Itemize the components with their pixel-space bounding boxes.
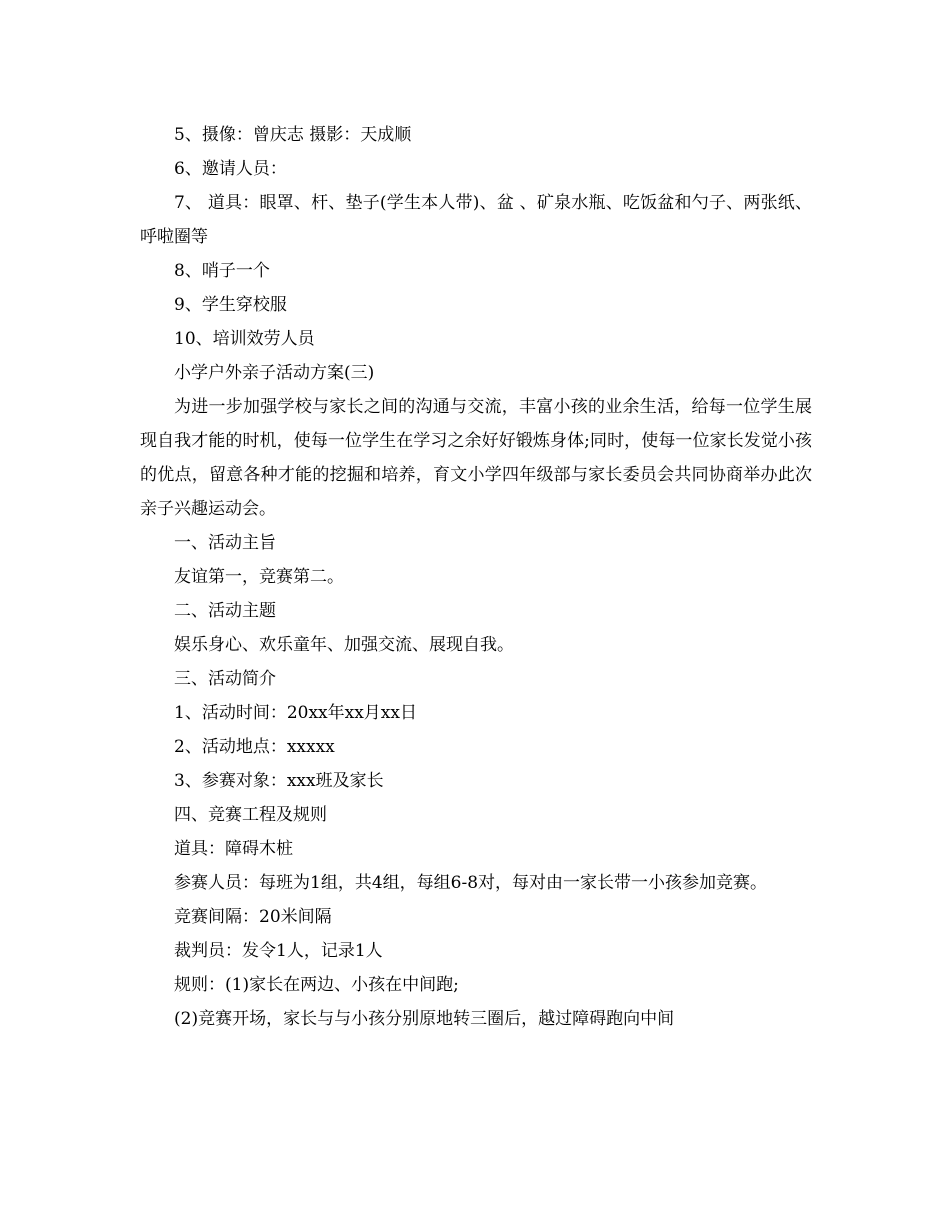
paragraph-referees: 裁判员：发令1人，记录1人: [174, 941, 383, 961]
paragraph-uniform: 9、学生穿校服: [174, 295, 287, 315]
paragraph-theme: 娱乐身心、欢乐童年、加强交流、展现自我。: [174, 635, 514, 655]
paragraph-activity-location: 2、活动地点：xxxxx: [174, 737, 335, 757]
paragraph-rule-1: 规则：(1)家长在两边、小孩在中间跑;: [174, 975, 459, 995]
paragraph-whistle: 8、哨子一个: [174, 261, 270, 281]
section-title-plan-three: 小学户外亲子活动方案(三): [174, 363, 375, 383]
paragraph-camera-crew: 5、摄像：曾庆志 摄影：天成顺: [174, 125, 412, 145]
heading-activity-purpose: 一、活动主旨: [174, 533, 276, 553]
heading-activity-theme: 二、活动主题: [174, 601, 276, 621]
heading-events-and-rules: 四、竞赛工程及规则: [174, 805, 327, 825]
paragraph-distance: 竞赛间隔：20米间隔: [174, 907, 332, 927]
paragraph-introduction: 为进一步加强学校与家长之间的沟通与交流，丰富小孩的业余生活，给每一位学生展现自我才能的时机，使每一位学生在学习之余好好锻炼身体;同时，使每一位家长发觉小孩的优点，留意各种才能的挖掘和培养，育文小学四年级部与家长委员会共同协商举办此次亲子兴趣运动会。: [140, 397, 812, 519]
paragraph-activity-time: 1、活动时间：20xx年xx月xx日: [174, 703, 417, 723]
paragraph-team-members: 参赛人员：每班为1组，共4组，每组6-8对，每对由一家长带一小孩参加竞赛。: [174, 873, 768, 893]
paragraph-equipment: 道具：障碍木桩: [174, 839, 293, 859]
heading-activity-overview: 三、活动简介: [174, 669, 276, 689]
paragraph-participants: 3、参赛对象：xxx班及家长: [174, 771, 384, 791]
document-body: [140, 118, 812, 1036]
paragraph-props: 7、 道具：眼罩、杆、垫子(学生本人带)、盆 、矿泉水瓶、吃饭盆和勺子、两张纸、呼啦圈等: [140, 193, 812, 247]
paragraph-invitees: 6、邀请人员：: [174, 159, 287, 179]
paragraph-staff-training: 10、培训效劳人员: [174, 329, 315, 349]
paragraph-purpose: 友谊第一，竞赛第二。: [174, 567, 344, 587]
paragraph-rule-2: (2)竞赛开场，家长与与小孩分别原地转三圈后，越过障碍跑向中间: [174, 1009, 675, 1029]
